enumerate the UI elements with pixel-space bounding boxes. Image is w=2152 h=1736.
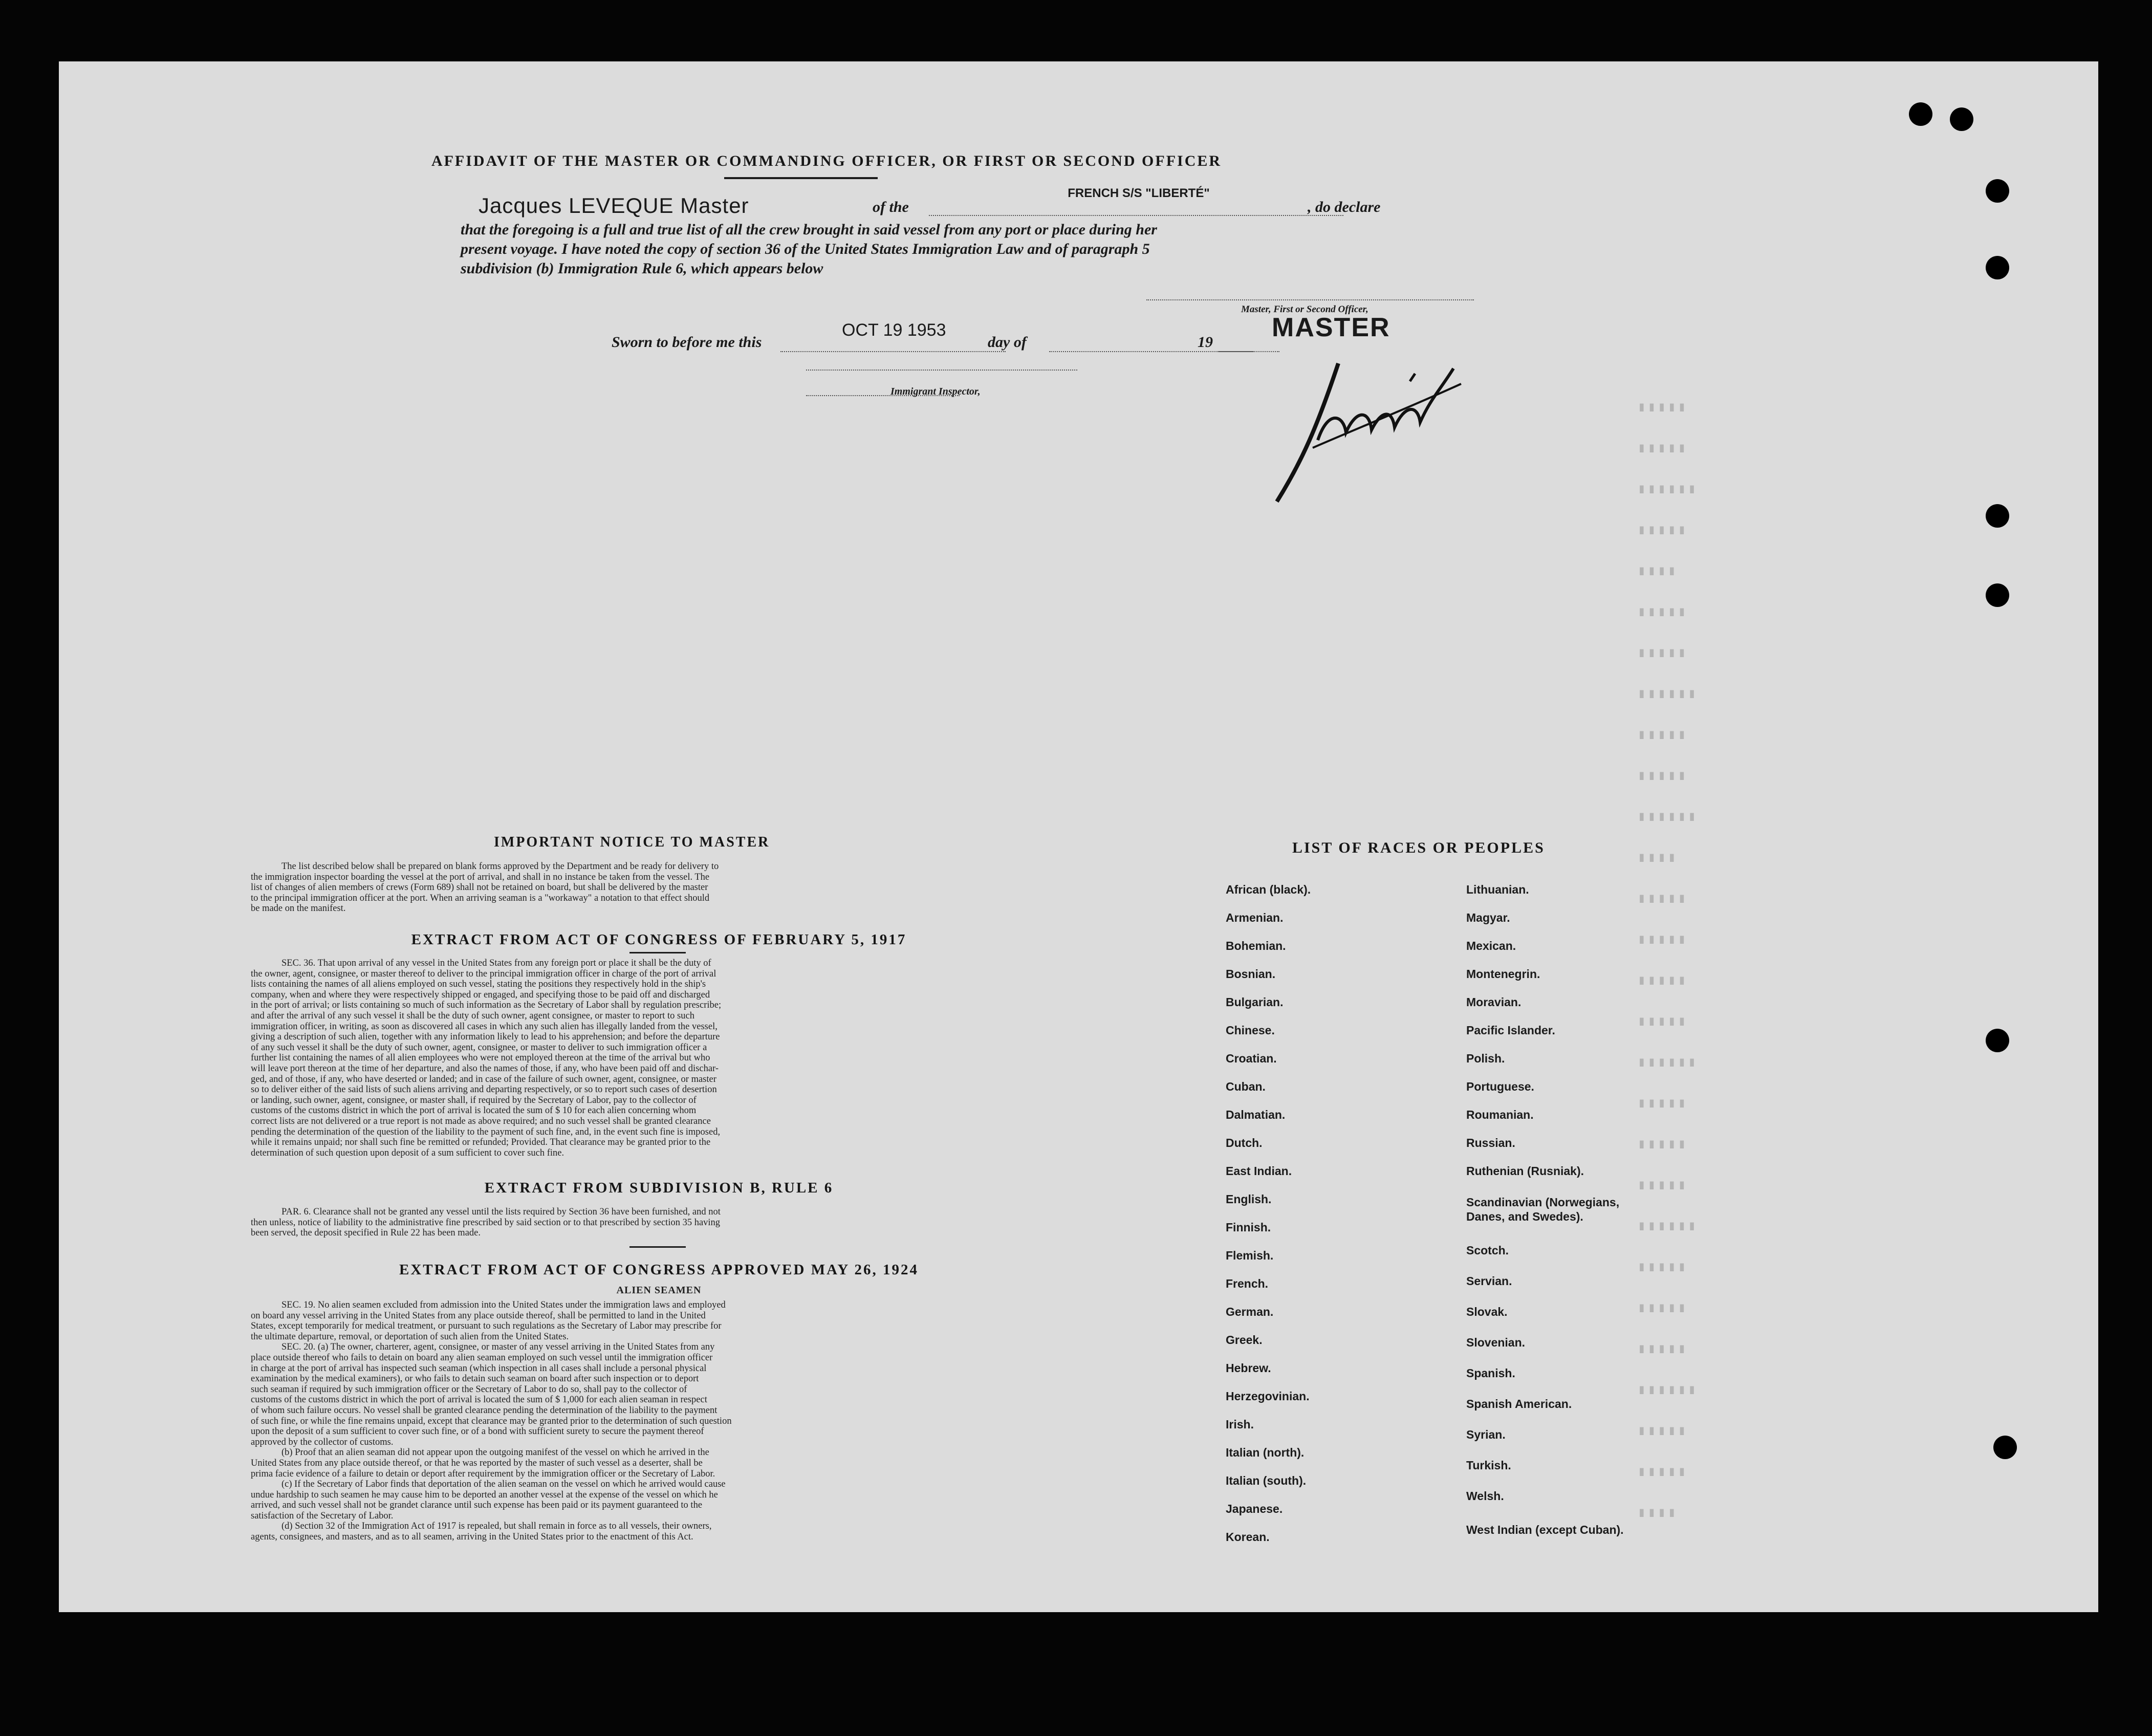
race-item: Chinese.: [1226, 1024, 1275, 1037]
race-item: Spanish American.: [1466, 1397, 1572, 1410]
races-title: LIST OF RACES OR PEOPLES: [1292, 839, 1545, 856]
race-item: Italian (south).: [1226, 1474, 1307, 1487]
text-line: SEC. 36. That upon arrival of any vessel in the United States from any foreign port or place it shall be the duty of: [281, 958, 711, 968]
race-item: Ruthenian (Rusniak).: [1466, 1164, 1584, 1178]
bleed-through-mark: ▮▮▮▮▮▮: [1638, 1055, 1698, 1070]
text-line: (c) If the Secretary of Labor finds that deportation of the alien seaman on the vessel on which he arrived would cause: [281, 1479, 726, 1490]
bleed-through-mark: ▮▮▮▮: [1638, 563, 1678, 579]
bleed-through-mark: ▮▮▮▮▮: [1638, 1341, 1688, 1357]
race-item: Dalmatian.: [1226, 1108, 1286, 1121]
declarant-name: Jacques LEVEQUE Master: [479, 193, 749, 218]
bleed-through-mark: ▮▮▮▮▮: [1638, 1178, 1688, 1193]
notice-line: the immigration inspector boarding the vessel at the port of arrival, and shall in no instance be taken from the vessel. The: [251, 872, 710, 882]
extract-1924-text: [251, 1300, 1067, 1543]
race-item: Bosnian.: [1226, 967, 1276, 981]
text-line: further list containing the names of all alien employees who were not employed thereon at the time of the arrival but who: [251, 1053, 710, 1064]
bleed-through-mark: ▮▮▮▮▮: [1638, 891, 1688, 906]
text-line: giving a description of such alien, together with any information likely to lead to his apprehension; and before the departure: [251, 1032, 720, 1043]
bleed-through-mark: ▮▮▮▮▮: [1638, 768, 1688, 784]
title-rule: [724, 177, 878, 179]
bleed-through-mark: ▮▮▮▮▮: [1638, 727, 1688, 743]
punch-hole: [1986, 256, 2009, 279]
text-line: undue hardship to such seamen he may cause him to be deported an another vessel at the expense of the vessel on which he: [251, 1489, 718, 1500]
text-line: examination by the medical examiners), or who fails to detain such seaman on board after such inspection or to deport: [251, 1374, 699, 1384]
extract-rule6-title: EXTRACT FROM SUBDIVISION B, RULE 6: [484, 1180, 834, 1196]
affidavit-title: AFFIDAVIT OF THE MASTER OR COMMANDING OFFICER, OR FIRST OR SECOND OFFICER: [431, 153, 1222, 169]
text-line: SEC. 19. No alien seamen excluded from admission into the United States under the immigration laws and employed: [281, 1300, 726, 1310]
race-item: Moravian.: [1466, 995, 1521, 1009]
text-line: will leave port thereon at the time of her departure, and also the names of those, if any, who have been paid off and dischar-: [251, 1063, 719, 1074]
notice-paragraph: [251, 861, 1067, 914]
bleed-through-mark: ▮▮▮▮▮: [1638, 1464, 1688, 1480]
race-item: Slovak.: [1466, 1305, 1508, 1318]
text-line: or landing, such owner, agent, consignee, or master shall, if required by the Secretary of Labor, pay to the collector of: [251, 1095, 697, 1105]
bleed-through-mark: ▮▮▮▮▮▮: [1638, 482, 1698, 497]
race-item: Herzegovinian.: [1226, 1390, 1310, 1403]
text-line: (b) Proof that an alien seaman did not appear upon the outgoing manifest of the vessel on which he arrived in the: [281, 1447, 709, 1458]
inspector-line-1: [806, 370, 1077, 371]
text-line: customs of the customs district in which the port of arrival is located the sum of $ 1,000 for each alien seaman in respect: [251, 1395, 707, 1405]
bleed-through-mark: ▮▮▮▮▮: [1638, 441, 1688, 456]
vessel-name: FRENCH S/S "LIBERTÉ": [1068, 186, 1210, 200]
race-item: Korean.: [1226, 1530, 1270, 1544]
affidavit-line-1: that the foregoing is a full and true list of all the crew brought in said vessel from any port or place during her: [461, 221, 1157, 238]
race-item: Dutch.: [1226, 1136, 1263, 1149]
text-line: immigration officer, in writing, as soon as discovered all cases in which any such alien has illegally landed from the vessel,: [251, 1021, 718, 1032]
bleed-through-mark: ▮▮▮▮▮: [1638, 604, 1688, 620]
document-page: [59, 61, 2098, 1612]
text-line: on board any vessel arriving in the United States from any place outside thereof, shall be permitted to land in the United: [251, 1310, 706, 1321]
text-line: prima facie evidence of a failure to detain or deport after requirement by the immigration officer or the Secretary of Labor.: [251, 1468, 715, 1479]
race-item: Finnish.: [1226, 1221, 1271, 1234]
extract-1924-subtitle: ALIEN SEAMEN: [616, 1285, 702, 1296]
bleed-through-mark: ▮▮▮▮▮: [1638, 1096, 1688, 1111]
affidavit-body: [461, 220, 1479, 278]
bleed-through-mark: ▮▮▮▮▮: [1638, 523, 1688, 538]
race-item: Pacific Islander.: [1466, 1024, 1555, 1037]
extract-rule6-text: [251, 1207, 1067, 1239]
sworn-date-line: [780, 351, 1006, 352]
race-item: Irish.: [1226, 1418, 1254, 1431]
text-line: place outside thereof who fails to detain on board any alien seaman employed on such vessel until the immigration officer: [251, 1352, 713, 1363]
bleed-through-mark: ▮▮▮▮▮: [1638, 1300, 1688, 1316]
race-item: Montenegrin.: [1466, 967, 1540, 981]
year-label: 19: [1198, 334, 1213, 351]
officer-title: MASTER: [1272, 313, 1390, 342]
race-item: Cuban.: [1226, 1080, 1266, 1093]
race-item: Flemish.: [1226, 1249, 1274, 1262]
notice-line: list of changes of alien members of crews (Form 689) shall not be retained on board, but shall be delivered by the master: [251, 882, 708, 893]
text-line: pending the determination of the question of the liability to the payment of such fine, and, in the event such fine is imposed,: [251, 1126, 721, 1137]
notice-title: IMPORTANT NOTICE TO MASTER: [494, 834, 770, 850]
text-line: correct lists are not delivered or a true report is not made as above required; and no such vessel shall be granted clearance: [251, 1116, 711, 1126]
bleed-through-mark: ▮▮▮▮▮: [1638, 400, 1688, 415]
text-line: ged, and of those, if any, who have deserted or landed; and in case of the failure of such owner, agent, consignee, or master: [251, 1074, 716, 1084]
text-line: States, except temporarily for medical treatment, or pursuant to such regulations as the Secretary of Labor may prescribe for: [251, 1321, 722, 1332]
bleed-through-mark: ▮▮▮▮▮: [1638, 973, 1688, 988]
race-item: Japanese.: [1226, 1502, 1283, 1515]
race-item: Scotch.: [1466, 1244, 1509, 1257]
extract-1917-text: [251, 958, 1067, 1158]
extract-1917-title: EXTRACT FROM ACT OF CONGRESS OF FEBRUARY 5, 1917: [411, 931, 907, 948]
text-line: such seaman if required by such immigration officer or the Secretary of Labor to do so, shall pay to the collector of: [251, 1384, 687, 1395]
text-line: customs of the customs district in which the port of arrival is located the sum of $ 10 for each alien concerning whom: [251, 1105, 697, 1116]
notice-line: be made on the manifest.: [251, 903, 346, 914]
title-rule: [629, 952, 686, 953]
race-item: Syrian.: [1466, 1428, 1506, 1441]
bleed-through-mark: ▮▮▮▮▮: [1638, 1423, 1688, 1439]
text-line: of any such vessel it shall be the duty of such owner, agent, consignee, or master to deliver to such immigration officer a: [251, 1042, 707, 1053]
race-item: Turkish.: [1466, 1459, 1511, 1472]
text-line: (d) Section 32 of the Immigration Act of 1917 is repealed, but shall remain in force as to all vessels, their owners,: [281, 1521, 712, 1532]
race-item: Spanish.: [1466, 1366, 1515, 1380]
text-line: been served, the deposit specified in Rule 22 has been made.: [251, 1228, 481, 1239]
punch-hole: [1986, 1029, 2009, 1052]
extract-1924-title: EXTRACT FROM ACT OF CONGRESS APPROVED MAY 26, 1924: [399, 1262, 919, 1278]
of-the-label: of the: [873, 199, 909, 215]
race-item: Greek.: [1226, 1333, 1263, 1347]
text-line: determination of such question upon deposit of a sum sufficient to cover such fine.: [251, 1147, 564, 1158]
race-item: African (black).: [1226, 883, 1311, 896]
race-item: Bohemian.: [1226, 939, 1286, 952]
text-line: in the port of arrival; or lists containing so much of such information as the Secretary of Labor shall by regulation prescribe;: [251, 1000, 722, 1011]
race-item: Armenian.: [1226, 911, 1284, 924]
text-line: SEC. 20. (a) The owner, charterer, agent, consignee, or master of any vessel arriving in the United States from any: [281, 1342, 715, 1353]
text-line: the ultimate departure, removal, or deportation of such alien from the United States.: [251, 1331, 569, 1342]
affidavit-line-3: subdivision (b) Immigration Rule 6, which appears below: [461, 260, 823, 277]
race-item: Mexican.: [1466, 939, 1516, 952]
punch-hole: [1993, 1436, 2017, 1459]
bleed-through-mark: ▮▮▮▮▮: [1638, 1137, 1688, 1152]
race-item: West Indian (except Cuban).: [1466, 1523, 1624, 1536]
race-item: East Indian.: [1226, 1164, 1292, 1178]
race-item: Lithuanian.: [1466, 883, 1529, 896]
race-item: Scandinavian (Norwegians, Danes, and Swedes).: [1466, 1196, 1620, 1223]
text-line: of whom such failure occurs. No vessel shall be granted clearance pending the determination of the liability to the payment: [251, 1405, 718, 1416]
race-item: Slovenian.: [1466, 1336, 1526, 1349]
bleed-through-mark: ▮▮▮▮▮: [1638, 1014, 1688, 1029]
text-line: the owner, agent, consignee, or master thereof to deliver to the principal immigration officer in charge of the port of arrival: [251, 968, 716, 979]
do-declare-label: , do declare: [1308, 199, 1381, 215]
race-item: Russian.: [1466, 1136, 1515, 1149]
text-line: then unless, notice of liability to the administrative fine prescribed by said section or to that prescribed by section 35 having: [251, 1217, 721, 1228]
title-rule: [629, 1246, 686, 1248]
race-item: Servian.: [1466, 1274, 1512, 1288]
text-line: approved by the collector of customs.: [251, 1437, 394, 1447]
text-line: satisfaction of the Secretary of Labor.: [251, 1510, 394, 1521]
text-line: lists containing the names of all aliens employed on such vessel, stating the positions they respectively hold in the ship's: [251, 979, 706, 990]
officer-line: [1146, 299, 1474, 300]
bleed-through-mark: ▮▮▮▮: [1638, 850, 1678, 865]
bleed-through-mark: ▮▮▮▮: [1638, 1505, 1678, 1521]
text-line: arrived, and such vessel shall not be grandet clarance until such expense has been paid or its payment guaranteed to the: [251, 1500, 703, 1511]
text-line: and after the arrival of any such vessel it shall be the duty of such owner, agent consignee, or master to report to such: [251, 1010, 694, 1021]
race-item: Hebrew.: [1226, 1361, 1271, 1375]
race-item: Croatian.: [1226, 1052, 1277, 1065]
bleed-through-mark: ▮▮▮▮▮: [1638, 1260, 1688, 1275]
race-item: Portuguese.: [1466, 1080, 1534, 1093]
race-item: Bulgarian.: [1226, 995, 1284, 1009]
bleed-through-mark: ▮▮▮▮▮▮: [1638, 686, 1698, 702]
bleed-through-mark: ▮▮▮▮▮▮: [1638, 1219, 1698, 1234]
race-item: Welsh.: [1466, 1489, 1504, 1503]
race-item: Magyar.: [1466, 911, 1510, 924]
affidavit-line-2: present voyage. I have noted the copy of section 36 of the United States Immigration Law and of paragraph 5: [461, 241, 1150, 257]
race-item: Polish.: [1466, 1052, 1505, 1065]
notice-line: to the principal immigration officer at the port. When an arriving seaman is a "workaway" a notation to that effect should: [251, 893, 710, 903]
bleed-through-mark: ▮▮▮▮▮: [1638, 645, 1688, 661]
sworn-label: Sworn to before me this: [612, 334, 762, 351]
text-line: of such fine, or while the fine remains unpaid, except that clearance may be granted prior to the determination of such question: [251, 1416, 732, 1426]
text-line: while it remains unpaid; nor shall such fine be remitted or refunded; Provided. That clearance may be granted prior to the: [251, 1137, 711, 1148]
punch-hole: [1986, 583, 2009, 607]
text-line: in charge at the port of arrival has inspected such seaman (which inspection in all cases shall include a personal physical: [251, 1363, 707, 1374]
inspector-caption: Immigrant Inspector,: [890, 386, 981, 397]
notice-line: The list described below shall be prepared on blank forms approved by the Department and be ready for delivery to: [281, 861, 719, 872]
bleed-through-mark: ▮▮▮▮▮▮: [1638, 1382, 1698, 1398]
text-line: United States from any place outside thereof, or that he was reported by the master of such vessel as a deserter, shall be: [251, 1458, 703, 1468]
punch-hole: [1950, 107, 1973, 131]
race-item: Roumanian.: [1466, 1108, 1534, 1121]
race-item: English.: [1226, 1192, 1272, 1206]
punch-hole: [1986, 504, 2009, 528]
bleed-through-mark: ▮▮▮▮▮▮: [1638, 809, 1698, 824]
text-line: upon the deposit of a sum sufficient to cover such fine, or of a bond with sufficient surety to secure the payment thereof: [251, 1426, 704, 1437]
text-line: company, when and where they were respectively shipped or engaged, and specifying those to be paid off and discharged: [251, 989, 710, 1000]
race-item: Italian (north).: [1226, 1446, 1305, 1459]
handwritten-signature: [1241, 333, 1487, 537]
punch-hole: [1986, 179, 2009, 203]
vessel-line: [929, 215, 1343, 216]
text-line: PAR. 6. Clearance shall not be granted any vessel until the lists required by Section 36 have been furnished, and not: [281, 1207, 721, 1217]
text-line: so to deliver either of the said lists of such aliens arriving and departing respectively, or so to report such cases of desertion: [251, 1084, 717, 1095]
sworn-date: OCT 19 1953: [842, 320, 946, 340]
text-line: agents, consignees, and masters, and as to all seamen, arriving in the United States prior to the enactment of this Act.: [251, 1532, 693, 1543]
officer-caption: Master, First or Second Officer,: [1241, 304, 1368, 315]
race-item: French.: [1226, 1277, 1269, 1290]
bleed-through-mark: ▮▮▮▮▮: [1638, 932, 1688, 947]
day-of-label: day of: [988, 334, 1027, 351]
race-item: German.: [1226, 1305, 1274, 1318]
punch-hole: [1909, 102, 1932, 126]
